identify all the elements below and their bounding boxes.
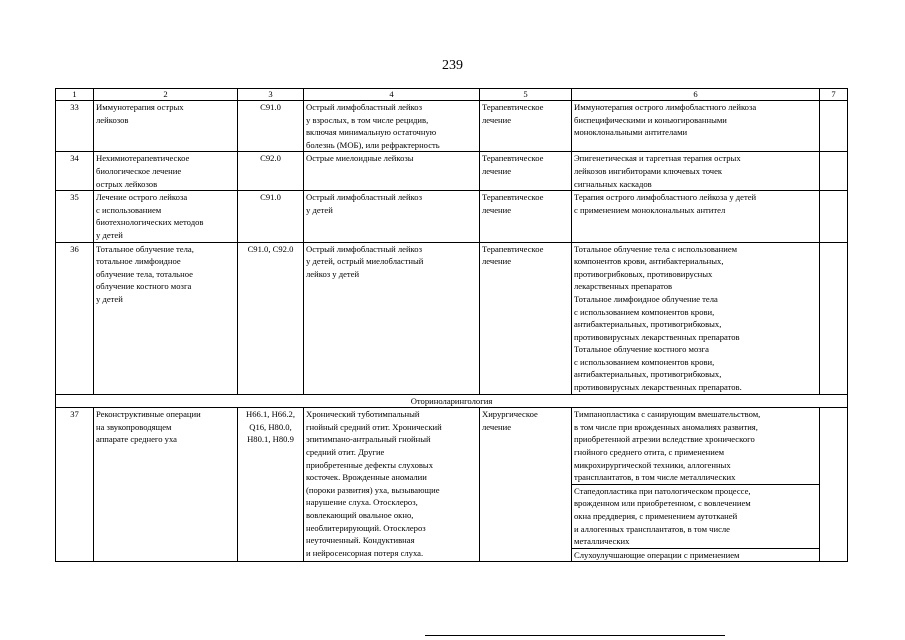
care-type-line: аппарате среднего уха — [96, 434, 177, 445]
page-number: 239 — [442, 58, 463, 73]
treatment-method-line: антибактериальных, противогрибковых, — [574, 369, 722, 380]
treatment-method-line: трансплантатов, в том числе металлических — [574, 472, 736, 483]
treatment-method-block — [574, 191, 817, 216]
icd-code-line: C92.0 — [260, 153, 281, 164]
treatment-methods — [572, 242, 820, 394]
treatment-method-block — [574, 408, 817, 484]
patient-model-line: включая минимальную остаточную — [306, 127, 437, 138]
treatment-methods — [572, 101, 820, 152]
patient-model-line: необлитерирующий. Отосклероз — [306, 522, 426, 533]
care-type-line: Реконструктивные операции — [96, 409, 201, 420]
treatment-method-line: и аллогенных трансплантатов, в том числе — [574, 523, 730, 534]
care-type-line: на звукопроводящем — [96, 421, 172, 432]
treatment-type-line: лечение — [482, 114, 512, 125]
patient-model-line: Хронический туботимпальный — [306, 409, 420, 420]
treatment-type-line: лечение — [482, 256, 512, 267]
patient-model-line: и нейросенсорная потеря слуха. — [306, 547, 424, 558]
table-row — [56, 101, 848, 152]
patient-model-line: эпитимпано-антральный гнойный — [306, 434, 431, 445]
icd-codes — [238, 242, 304, 394]
patient-model-line: Острый лимфобластный лейкоз — [306, 243, 422, 254]
treatment-method-line: противовирусных лекарственных препаратов. — [574, 382, 742, 393]
treatment-type — [480, 152, 572, 191]
column-number-7: 7 — [820, 89, 848, 101]
icd-codes — [238, 152, 304, 191]
treatment-method-block — [574, 152, 817, 190]
row-number: 33 — [56, 101, 94, 152]
patient-model-line: у детей, острый миелобластный — [306, 256, 424, 267]
column-number-1: 1 — [56, 89, 94, 101]
treatment-type-line: Терапевтическое — [482, 192, 544, 203]
treatment-method-line: биспецифическими и коньюгированными — [574, 114, 727, 125]
icd-codes — [238, 191, 304, 242]
column-number-5: 5 — [480, 89, 572, 101]
treatment-type — [480, 242, 572, 394]
treatment-method-block — [572, 484, 819, 548]
treatment-type — [480, 101, 572, 152]
care-type-line: у детей — [96, 293, 123, 304]
icd-codes — [238, 408, 304, 562]
cost-cell — [820, 152, 848, 191]
patient-model-line: приобретенные дефекты слуховых — [306, 459, 433, 470]
patient-model-line: Острый лимфобластный лейкоз — [306, 192, 422, 203]
treatment-type-line: лечение — [482, 421, 512, 432]
treatment-methods — [572, 152, 820, 191]
treatment-method-line: с использованием компонентов крови, — [574, 306, 715, 317]
patient-model-line: средний отит. Другие — [306, 447, 385, 458]
icd-code-line: Q16, H80.0, — [249, 421, 292, 432]
icd-code-line: C91.0 — [260, 102, 281, 112]
section-row — [56, 394, 848, 408]
treatment-method-line: Тотальное облучение тела с использованием — [574, 243, 738, 254]
bottom-rule — [425, 635, 725, 636]
treatment-method-line: гнойного среднего отита, с применением — [574, 447, 725, 458]
patient-model-line: лейкоз у детей — [306, 268, 360, 279]
patient-model-line: болезнь (МОБ), или рефрактерность — [306, 139, 440, 150]
table-row — [56, 152, 848, 191]
care-type-name — [94, 242, 238, 394]
treatment-method-line: Иммунотерапия острого лимфобластного лейкоза — [574, 102, 757, 112]
row-number: 35 — [56, 191, 94, 242]
treatment-method-line: Тотальное лимфоидное облучение тела — [574, 293, 718, 304]
care-type-line: у детей — [96, 229, 123, 240]
table-row — [56, 408, 848, 562]
treatment-method-line: приобретенной атрезии вследствие хронического — [574, 434, 755, 445]
treatment-method-line: противовирусных лекарственных препаратов — [574, 331, 740, 342]
treatment-type-line: Терапевтическое — [482, 153, 544, 164]
table-header-row — [56, 89, 848, 101]
column-number-3: 3 — [238, 89, 304, 101]
cost-cell — [820, 191, 848, 242]
care-type-line: Иммунотерапия острых — [96, 102, 184, 112]
care-type-line: с использованием — [96, 204, 162, 215]
treatment-method-line: с применением моноклональных антител — [574, 204, 726, 215]
icd-code-line: H66.1, H66.2, — [246, 409, 295, 420]
treatment-type-line: Терапевтическое — [482, 102, 544, 112]
row-number: 37 — [56, 408, 94, 562]
patient-model-line: неуточненный. Кондуктивная — [306, 535, 415, 546]
patient-model — [304, 101, 480, 152]
treatment-method-block — [574, 243, 817, 394]
column-number-4: 4 — [304, 89, 480, 101]
treatment-method-line: сигнальных каскадов — [574, 178, 652, 189]
treatment-method-line: Тотальное облучение костного мозга — [574, 344, 709, 355]
patient-model-line: косточек. Врожденные аномалии — [306, 472, 427, 483]
patient-model-line: гнойный средний отит. Хронический — [306, 421, 442, 432]
care-type-line: лейкозов — [96, 114, 129, 125]
icd-code-line: C91.0 — [260, 192, 281, 203]
care-type-line: тотальное лимфоидное — [96, 256, 181, 267]
treatment-method-line: Стапедопластика при патологическом процессе, — [574, 485, 751, 496]
treatment-method-line: окна преддверия, с применением аутотканей — [574, 511, 738, 521]
treatment-method-line: с использованием компонентов крови, — [574, 356, 715, 367]
care-type-line: биологическое лечение — [96, 165, 182, 176]
treatment-method-line: врожденном или приобретенном, с вовлечением — [574, 498, 751, 509]
treatment-type-line: Хирургическое — [482, 409, 538, 420]
patient-model — [304, 152, 480, 191]
treatment-method-line: Терапия острого лимфобластного лейкоза у детей — [574, 192, 757, 203]
patient-model-line: (пороки развития) уха, вызывающие — [306, 484, 440, 495]
cost-cell — [820, 101, 848, 152]
icd-codes — [238, 101, 304, 152]
care-type-name — [94, 101, 238, 152]
treatment-methods — [572, 408, 820, 562]
treatment-type — [480, 191, 572, 242]
care-type-line: острых лейкозов — [96, 178, 158, 189]
care-type-name — [94, 152, 238, 191]
care-type-line: Тотальное облучение тела, — [96, 243, 194, 254]
patient-model — [304, 408, 480, 562]
icd-code-line: C91.0, C92.0 — [247, 243, 294, 254]
table-row — [56, 191, 848, 242]
treatment-method-block — [572, 548, 819, 562]
treatment-method-line: Эпигенетическая и таргетная терапия острых — [574, 153, 741, 164]
care-type-line: биотехнологических методов — [96, 217, 204, 228]
column-number-2: 2 — [94, 89, 238, 101]
services-table — [55, 88, 848, 562]
treatment-method-line: Тимпанопластика с санирующим вмешательством, — [574, 409, 761, 420]
care-type-name — [94, 408, 238, 562]
table-row — [56, 242, 848, 394]
treatment-method-line: Слухоулучшающие операции с применением — [574, 549, 740, 560]
care-type-line: Нехимиотерапевтическое — [96, 153, 190, 164]
patient-model-line: вовлекающий овальное окно, — [306, 510, 414, 520]
treatment-type-line: лечение — [482, 204, 512, 215]
treatment-method-line: антибактериальных, противогрибковых, — [574, 319, 722, 330]
care-type-line: облучение костного мозга — [96, 281, 192, 292]
cost-cell — [820, 408, 848, 562]
row-number: 36 — [56, 242, 94, 394]
treatment-method-line: противогрибковых, противовирусных — [574, 268, 713, 279]
column-number-6: 6 — [572, 89, 820, 101]
treatment-method-block — [574, 101, 817, 139]
patient-model — [304, 242, 480, 394]
treatment-method-line: в том числе при врожденных аномалиях развития, — [574, 421, 758, 432]
treatment-method-line: микрохирургической техники, аллогенных — [574, 459, 731, 470]
care-type-name — [94, 191, 238, 242]
icd-code-line: H80.1, H80.9 — [247, 434, 294, 445]
patient-model — [304, 191, 480, 242]
treatment-type-line: Терапевтическое — [482, 243, 544, 254]
patient-model-line: Острый лимфобластный лейкоз — [306, 102, 422, 112]
treatment-type — [480, 408, 572, 562]
treatment-method-line: компонентов крови, антибактериальных, — [574, 256, 724, 267]
care-type-line: облучение тела, тотальное — [96, 268, 193, 279]
patient-model-line: у детей — [306, 204, 333, 215]
patient-model-line: у взрослых, в том числе рецидив, — [306, 114, 429, 125]
treatment-method-line: лейкозов ингибиторами ключевых точек — [574, 165, 723, 176]
treatment-method-line: лекарственных препаратов — [574, 281, 673, 292]
treatment-type-line: лечение — [482, 165, 512, 176]
cost-cell — [820, 242, 848, 394]
care-type-line: Лечение острого лейкоза — [96, 192, 188, 203]
treatment-method-line: моноклональными антителами — [574, 127, 688, 138]
patient-model-line: нарушение слуха. Отосклероз, — [306, 497, 418, 508]
treatment-method-line: металлических — [574, 536, 630, 547]
patient-model-line: Острые миелоидные лейкозы — [306, 153, 414, 164]
treatment-methods — [572, 191, 820, 242]
row-number: 34 — [56, 152, 94, 191]
section-title: Оториноларингология — [56, 394, 848, 408]
